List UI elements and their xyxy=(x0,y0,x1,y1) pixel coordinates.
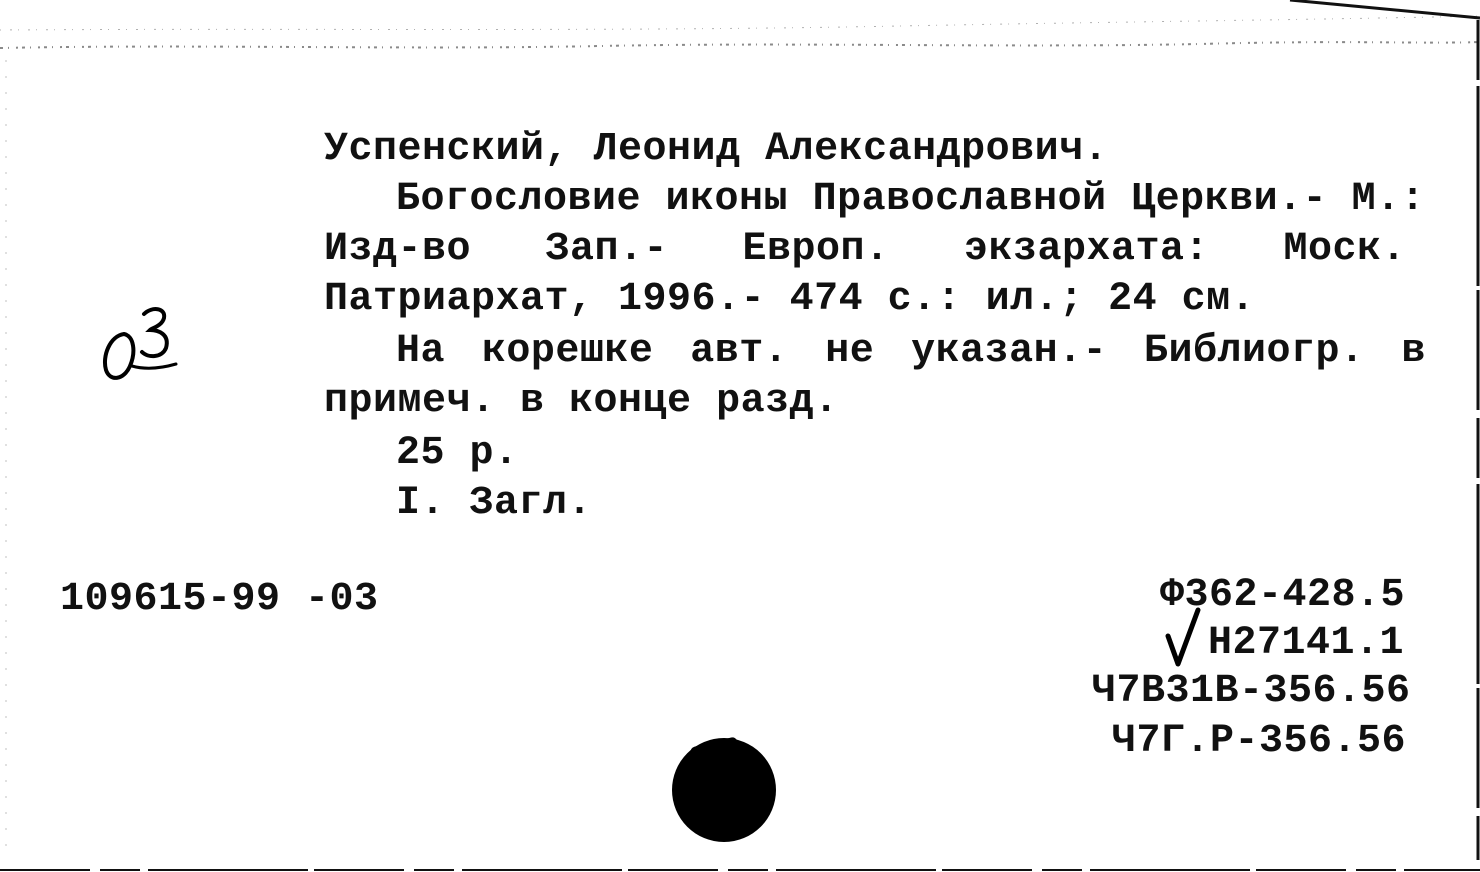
note-word: корешке xyxy=(481,329,654,374)
note-line xyxy=(396,329,1426,374)
card-number: 109615-99 -03 xyxy=(60,577,379,622)
price: 25 р. xyxy=(396,431,519,476)
note-word: На xyxy=(396,329,446,374)
note-word: Библиогр. xyxy=(1143,329,1365,374)
imprint-word: Зап.- xyxy=(545,227,669,272)
classification-code: Н27141.1 xyxy=(1208,621,1405,666)
note-word: указан.- xyxy=(911,329,1108,374)
note-word: не xyxy=(825,329,875,374)
author-heading: Успенский, Леонид Александрович. xyxy=(324,127,1109,172)
imprint-line xyxy=(324,227,1406,272)
note-word: в xyxy=(1401,329,1426,374)
handwritten-mark xyxy=(96,304,192,388)
imprint-continuation: Патриархат, 1996.- 474 с.: ил.; 24 см. xyxy=(324,277,1256,322)
title-statement: Богословие иконы Православной Церкви.- М.: xyxy=(396,177,1426,222)
imprint-word: Европ. xyxy=(742,227,890,272)
title-tracing: I. Загл. xyxy=(396,481,593,526)
classification-code: Ч7В31В-356.56 xyxy=(1092,669,1411,714)
imprint-word: Изд-во xyxy=(324,227,472,272)
note-continuation: примеч. в конце разд. xyxy=(324,379,839,424)
imprint-word: Моск. xyxy=(1283,227,1406,272)
classification-code: Ч7Г.Р-356.56 xyxy=(1112,719,1407,764)
classification-code: Ф362-428.5 xyxy=(1160,573,1406,618)
imprint-word: экзархата: xyxy=(963,227,1209,272)
punch-hole xyxy=(672,738,776,842)
note-word: авт. xyxy=(690,329,789,374)
